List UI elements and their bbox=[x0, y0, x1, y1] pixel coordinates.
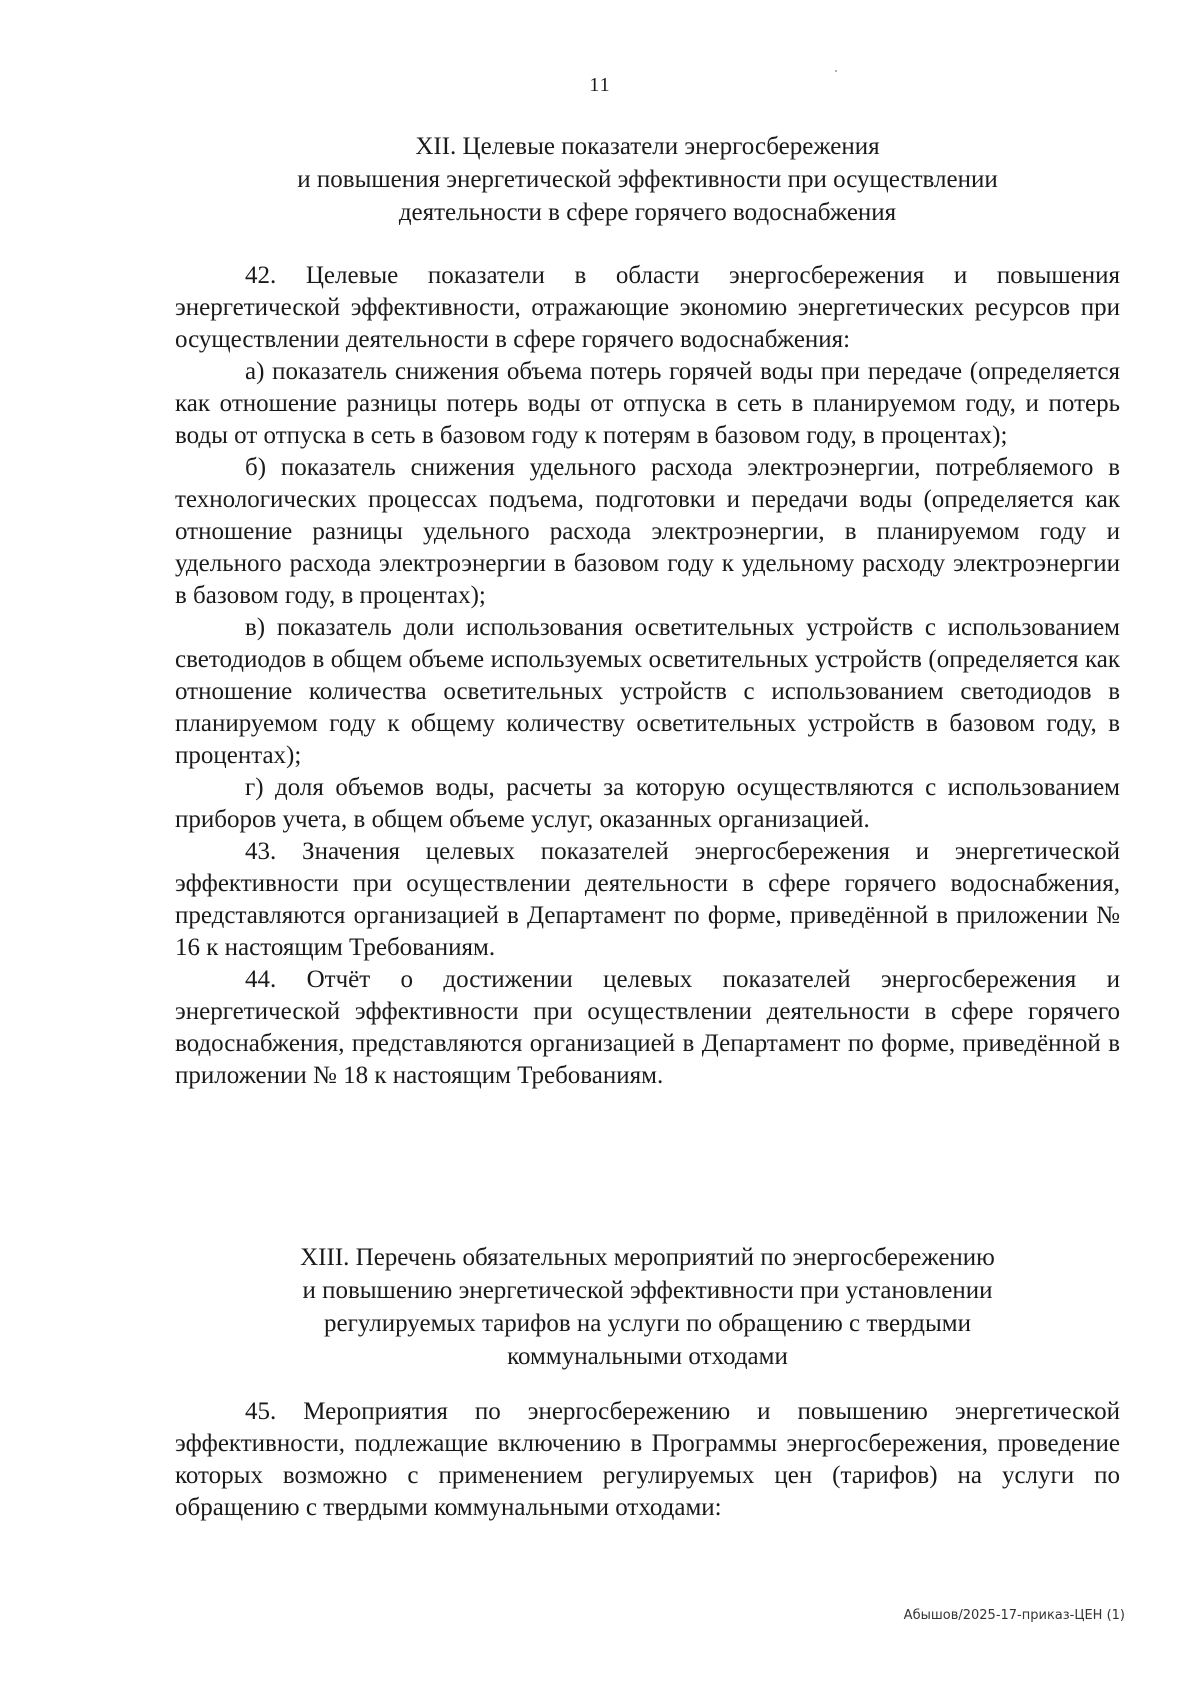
paragraph-43: 43. Значения целевых показателей энергосбережения и энергетической эффективности при осуществлении деятельности в сфере горячего водоснабжения, представляются организацией в Департамент по форме, приведённой в приложении № 16 к настоящим Требованиям. bbox=[175, 838, 1120, 961]
paragraph-42-v: в) показатель доли использования осветительных устройств с использованием светодиодов в общем объеме используемых осветительных устройств (определяется как отношение количества осветительных устройств с использованием светодиодов в планируемом году к общему количеству осветительных устройств в базовом году, в процентах); bbox=[175, 614, 1120, 769]
section-xii-heading-line: и повышения энергетической эффективности при осуществлении bbox=[297, 166, 998, 193]
section-xii-heading-line: деятельности в сфере горячего водоснабжения bbox=[398, 199, 897, 226]
scan-speck bbox=[835, 70, 837, 72]
section-xiii-heading bbox=[175, 1241, 1120, 1373]
section-xii-heading-line: XII. Целевые показатели энергосбережения bbox=[415, 133, 880, 160]
section-xiii-heading-line: коммунальными отходами bbox=[507, 1343, 788, 1370]
section-xiii-heading-line: регулируемых тарифов на услуги по обращению с твердыми bbox=[324, 1310, 971, 1337]
document-code: Абышов/2025-17-приказ-ЦЕН (1) bbox=[903, 1608, 1125, 1623]
page-number: 11 bbox=[589, 74, 611, 96]
section-xiii-heading-line: и повышению энергетической эффективности при установлении bbox=[302, 1277, 993, 1304]
paragraph-42-b: б) показатель снижения удельного расхода электроэнергии, потребляемого в технологических процессах подъема, подготовки и передачи воды (определяется как отношение разницы удельного расхода электроэнергии, в планируемом году и удельного расхода электроэнергии в базовом году к удельному расходу электроэнергии в базовом году, в процентах); bbox=[175, 454, 1120, 609]
section-xiii-heading-line: XIII. Перечень обязательных мероприятий по энергосбережению bbox=[300, 1244, 995, 1271]
paragraph-45: 45. Мероприятия по энергосбережению и повышению энергетической эффективности, подлежащие включению в Программы энергосбережения, проведение которых возможно с применением регулируемых цен (тарифов) на услуги по обращению с твердыми коммунальными отходами: bbox=[175, 1398, 1120, 1521]
paragraph-42-g: г) доля объемов воды, расчеты за которую осуществляются с использованием приборов учета, в общем объеме услуг, оказанных организацией. bbox=[175, 774, 1120, 833]
paragraph-44: 44. Отчёт о достижении целевых показателей энергосбережения и энергетической эффективности при осуществлении деятельности в сфере горячего водоснабжения, представляются организацией в Департамент по форме, приведённой в приложении № 18 к настоящим Требованиям. bbox=[175, 966, 1120, 1089]
paragraph-42-a: а) показатель снижения объема потерь горячей воды при передаче (определяется как отношение разницы потерь воды от отпуска в сеть в планируемом году, и потерь воды от отпуска в сеть в базовом году к потерям в базовом году, в процентах); bbox=[175, 358, 1120, 449]
section-xiii-body bbox=[175, 1396, 1120, 1524]
paragraph-42: 42. Целевые показатели в области энергосбережения и повышения энергетической эффективности, отражающие экономию энергетических ресурсов при осуществлении деятельности в сфере горячего водоснабжения: bbox=[175, 262, 1120, 353]
section-xii-body bbox=[175, 260, 1120, 1092]
section-xii-heading bbox=[175, 130, 1120, 229]
